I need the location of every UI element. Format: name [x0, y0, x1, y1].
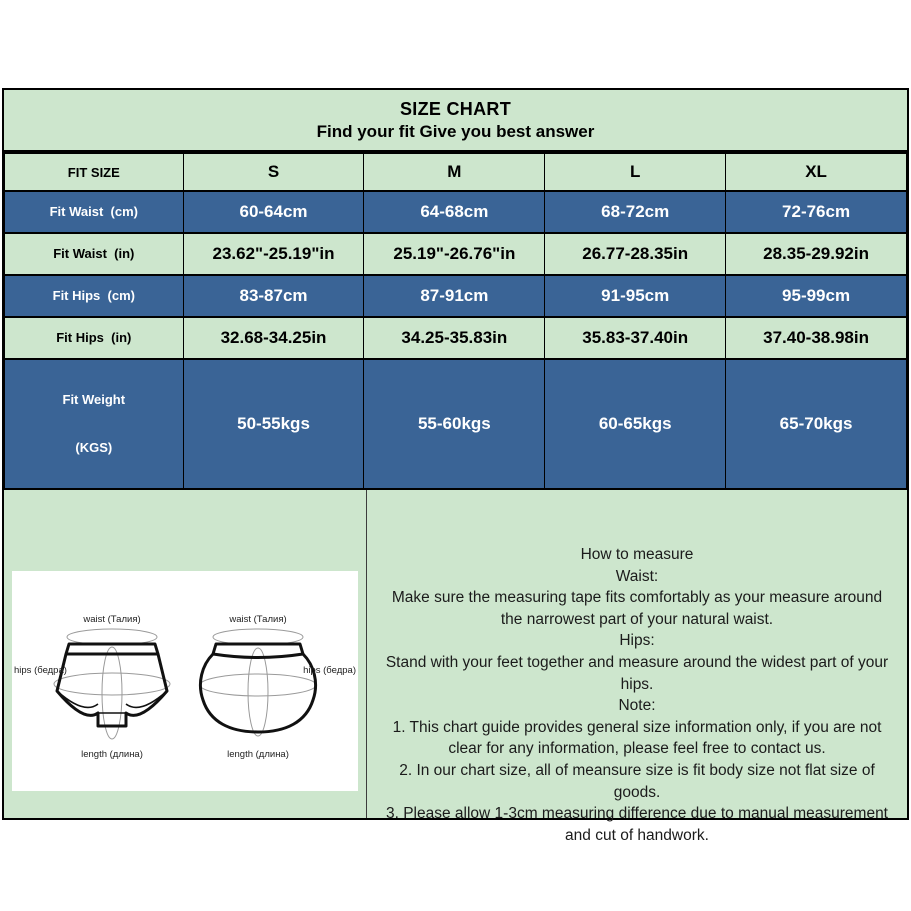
size-value-cell: 83-87cm: [183, 275, 364, 317]
table-row-waist-in: [5, 233, 907, 275]
bottom-section: [4, 490, 907, 844]
size-value-cell: 87-91cm: [364, 275, 545, 317]
how-to-measure-panel: [367, 490, 907, 844]
size-value-cell: 55-60kgs: [364, 359, 545, 489]
front-body-outline: [57, 654, 167, 726]
row-label-line2: (KGS): [75, 440, 113, 455]
back-waist-label: waist (Талия): [229, 614, 287, 625]
front-hips-label: hips (бедра): [14, 665, 67, 676]
size-value-cell: 95-99cm: [726, 275, 907, 317]
row-label: Fit Hips (cm): [5, 275, 184, 317]
front-waist-label: waist (Талия): [83, 614, 141, 625]
instruction-line: Note:: [618, 697, 656, 715]
size-value-cell: 64-68cm: [364, 191, 545, 233]
measure-diagram-panel: [4, 490, 367, 818]
size-value-cell: 65-70kgs: [726, 359, 907, 489]
page-subtitle: Find your fit Give you best answer: [316, 121, 595, 141]
instruction-line: clear for any information, please feel free to contact us.: [448, 740, 826, 758]
row-label: Fit Waist (in): [5, 233, 184, 275]
instruction-line: goods.: [613, 783, 661, 801]
instruction-line: 1. This chart guide provides general size information only, if you are not: [392, 718, 882, 736]
column-header-xl: XL: [726, 153, 907, 191]
column-header-s: S: [183, 153, 364, 191]
size-value-cell: 72-76cm: [726, 191, 907, 233]
size-table: [4, 152, 907, 490]
column-header-l: L: [545, 153, 726, 191]
back-length-label: length (длина): [227, 749, 289, 760]
size-value-cell: 68-72cm: [545, 191, 726, 233]
size-value-cell: 91-95cm: [545, 275, 726, 317]
size-value-cell: 34.25-35.83in: [364, 317, 545, 359]
front-waistband: [66, 644, 158, 654]
size-value-cell: 37.40-38.98in: [726, 317, 907, 359]
column-header-m: M: [364, 153, 545, 191]
size-value-cell: 35.83-37.40in: [545, 317, 726, 359]
row-label: [5, 359, 184, 489]
table-row-hips-in: [5, 317, 907, 359]
row-label: Fit Hips (in): [5, 317, 184, 359]
table-row-waist-cm: [5, 191, 907, 233]
instruction-line: Waist:: [615, 567, 659, 585]
table-row-hips-cm: [5, 275, 907, 317]
instruction-line: and cut of handwork.: [565, 826, 709, 844]
instruction-line: the narrowest part of your natural waist.: [500, 610, 774, 628]
panty-diagram-svg: [12, 571, 358, 791]
size-value-cell: 25.19"-26.76"in: [364, 233, 545, 275]
size-chart-board: [2, 88, 909, 844]
column-header-fit-size: FIT SIZE: [5, 153, 184, 191]
panty-front-view: [14, 614, 170, 760]
instruction-line: Hips:: [619, 632, 655, 650]
instruction-line: 2. In our chart size, all of meansure size is fit body size not flat size of: [399, 761, 875, 779]
size-value-cell: 50-55kgs: [183, 359, 364, 489]
instruction-line: How to measure: [580, 546, 694, 563]
instruction-line: Make sure the measuring tape fits comfortably as your measure around: [391, 589, 883, 607]
size-value-cell: 60-64cm: [183, 191, 364, 233]
size-value-cell: 28.35-29.92in: [726, 233, 907, 275]
row-label-line1: Fit Weight: [62, 392, 126, 407]
page-title: SIZE CHART: [400, 98, 511, 119]
back-hips-guide-ellipse: [200, 674, 316, 696]
size-value-cell: 23.62"-25.19"in: [183, 233, 364, 275]
size-value-cell: 32.68-34.25in: [183, 317, 364, 359]
panty-back-view: [200, 614, 356, 760]
instruction-line: 3. Please allow 1-3cm measuring difference due to manual measurement: [385, 805, 888, 823]
size-value-cell: 60-65kgs: [545, 359, 726, 489]
front-hips-guide-ellipse: [54, 673, 170, 695]
size-value-cell: 26.77-28.35in: [545, 233, 726, 275]
back-length-guide-ellipse: [248, 648, 268, 736]
row-label: Fit Waist (cm): [5, 191, 184, 233]
chart-header: [4, 90, 907, 152]
back-hips-label: hips (бедра): [303, 665, 356, 676]
front-length-label: length (длина): [81, 749, 143, 760]
instruction-line: Stand with your feet together and measure around the widest part of your: [385, 653, 889, 671]
table-row-weight-kgs: [5, 359, 907, 489]
back-waistband: [213, 644, 303, 658]
panty-measure-diagram: [12, 571, 358, 791]
size-table-header-row: [5, 153, 907, 191]
instruction-line: hips.: [620, 675, 654, 693]
